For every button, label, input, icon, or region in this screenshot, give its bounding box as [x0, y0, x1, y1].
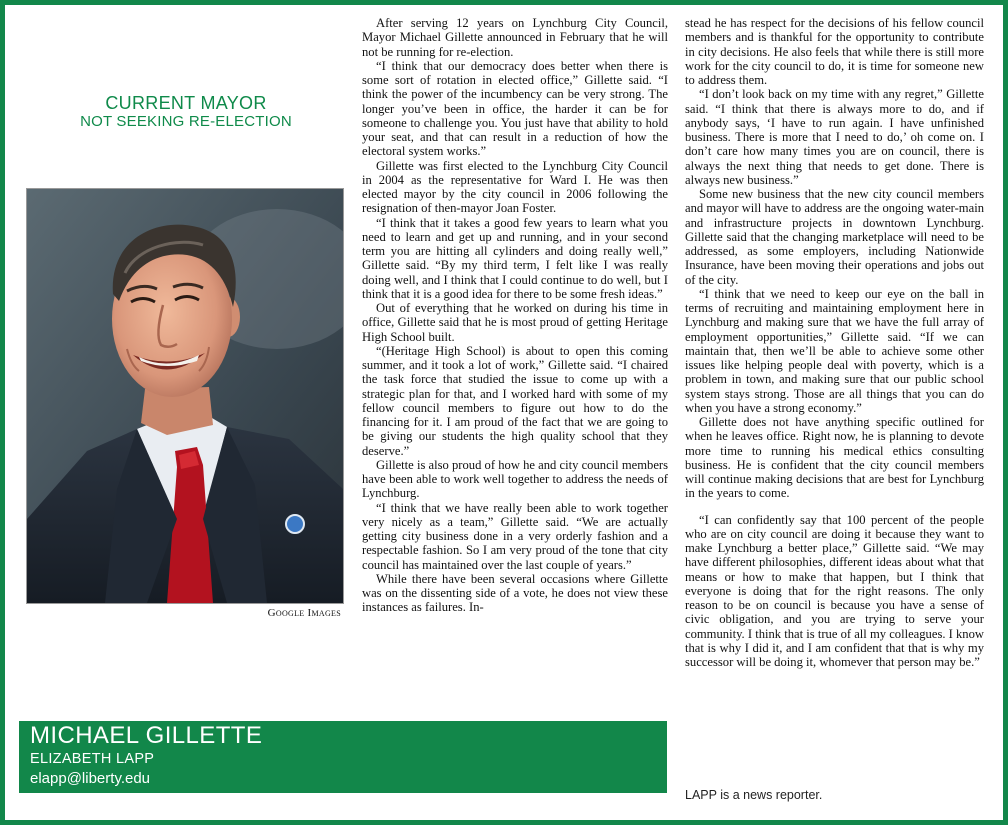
paragraph: Some new business that the new city council members and mayor will have to address are the ongoing water-main and infrastructure projects in downtown Lynchburg. Gillette said that the changing marketplace will need to be addressed, as some employers, including Nationwide Insurance, have been moving their operations and jobs out of the city.	[685, 187, 984, 287]
paragraph: “I think that our democracy does better when there is some sort of rotation in elected office,” Gillette said. “I think the power of the incumbency can be very strong. The longer you’ve been in office, the harder it can be for someone to challenge you. You just have that ability to hold your seat, and that can result in a reduction of how the electoral system works.”	[362, 58, 668, 159]
author-tagline: LAPP is a news reporter.	[685, 788, 823, 802]
photo-credit: Google Images	[267, 607, 341, 619]
portrait-illustration	[27, 189, 343, 603]
paragraph: Out of everything that he worked on during his time in office, Gillette said that he is most proud of getting Heritage High School built.	[362, 301, 668, 344]
subject-name: MICHAEL GILLETTE	[30, 722, 263, 749]
paragraph: “I can confidently say that 100 percent of the people who are on city council are doing it because they want to make Lynchburg a better place,” Gillette said. “We may have different philosophies, different ideas about what that means or how to make that happen, but I think that everyone is doing that for the right reasons. The only reason to be on council is because you have a sense of civic obligation, and you are trying to serve your community. I think that is true of all my colleagues. I know that is why I did it, and I am confident that that is why my successor will be doing it, whomever that person may be.”	[685, 512, 984, 669]
byline-box	[19, 721, 667, 793]
paragraph: While there have been several occasions where Gillette was on the dissenting side of a vote, he does not view these instances as failures. In-	[362, 571, 668, 615]
kicker-subheadline: NOT SEEKING RE-ELECTION	[80, 113, 292, 130]
kicker-headline: CURRENT MAYOR	[105, 93, 267, 113]
paragraph: Gillette was first elected to the Lynchburg City Council in 2004 as the representative for Ward I. He was then elected mayor by the city council in 2006 following the resignation of then-mayor Joan Foster.	[362, 158, 668, 216]
paragraph: “I think that it takes a good few years to learn what you need to learn and get up and running, and in your second term you are hitting all cylinders and doing really well,” Gillette said. “By my third term, I felt like I was really doing well, and I think that I could continue to do well, but I think that it is a good idea for there to be some fresh ideas.”	[362, 215, 668, 301]
paragraph: “(Heritage High School) is about to open this coming summer, and it took a lot of work,” Gillette said. “I chaired the task force that studied the issue to come up with a strategic plan for that, and I worked hard with some of my fellow council members to figure out how to do the financing for it. I am proud of the fact that we are going to be giving our students the high quality school that they deserve.”	[362, 343, 668, 458]
portrait-photo	[26, 188, 344, 604]
paragraph: After serving 12 years on Lynchburg City Council, Mayor Michael Gillette announced in February that he will not be running for re-election.	[362, 16, 668, 59]
article-column-1	[362, 16, 668, 615]
author-email[interactable]: elapp@liberty.edu	[30, 770, 151, 787]
paragraph: “I think that we have really been able to work together very nicely as a team,” Gillette said. “We are actually getting city business done in a very orderly fashion and a respectable fashion. So I am very proud of the tone that city council has maintained over the last couple of years.”	[362, 500, 668, 572]
paragraph: “I think that we need to keep our eye on the ball in terms of recruiting and maintaining employment here in Lynchburg and making sure that we have the full array of employment opportunities,” Gillette said. “If we can maintain that, then we’ll be able to achieve some other issues like helping people deal with poverty, which is a problem in town, and making sure that our public school system stays strong. Those are all things that you can do when you have a strong economy.”	[685, 286, 984, 415]
author-name: ELIZABETH LAPP	[30, 751, 155, 767]
paragraph: Gillette does not have anything specific outlined for when he leaves office. Right now, he is planning to devote more time to running his medical ethics consulting business. He is confident that the city council members will continue making decisions that are best for Lynchburg in the years to come.	[685, 415, 984, 501]
article-column-2	[685, 16, 984, 669]
paragraph: “I don’t look back on my time with any regret,” Gillette said. “I think that there is always more to do, and if anybody says, ‘I have to run again. I have unfinished business. There is more that I need to do,’ oh come on. I don’t care how many times you are on council, there is always the next thing that needs to get done. There is always new business.”	[685, 87, 984, 187]
paragraph: Gillette is also proud of how he and city council members have been able to work well together to address the needs of Lynchburg.	[362, 457, 668, 501]
paragraph-continuation: stead he has respect for the decisions of his fellow council members and is thankful for the opportunity to contribute in city decisions. He also feels that while there is still more work for the city council to do, it is time for someone new to address them.	[685, 16, 984, 87]
